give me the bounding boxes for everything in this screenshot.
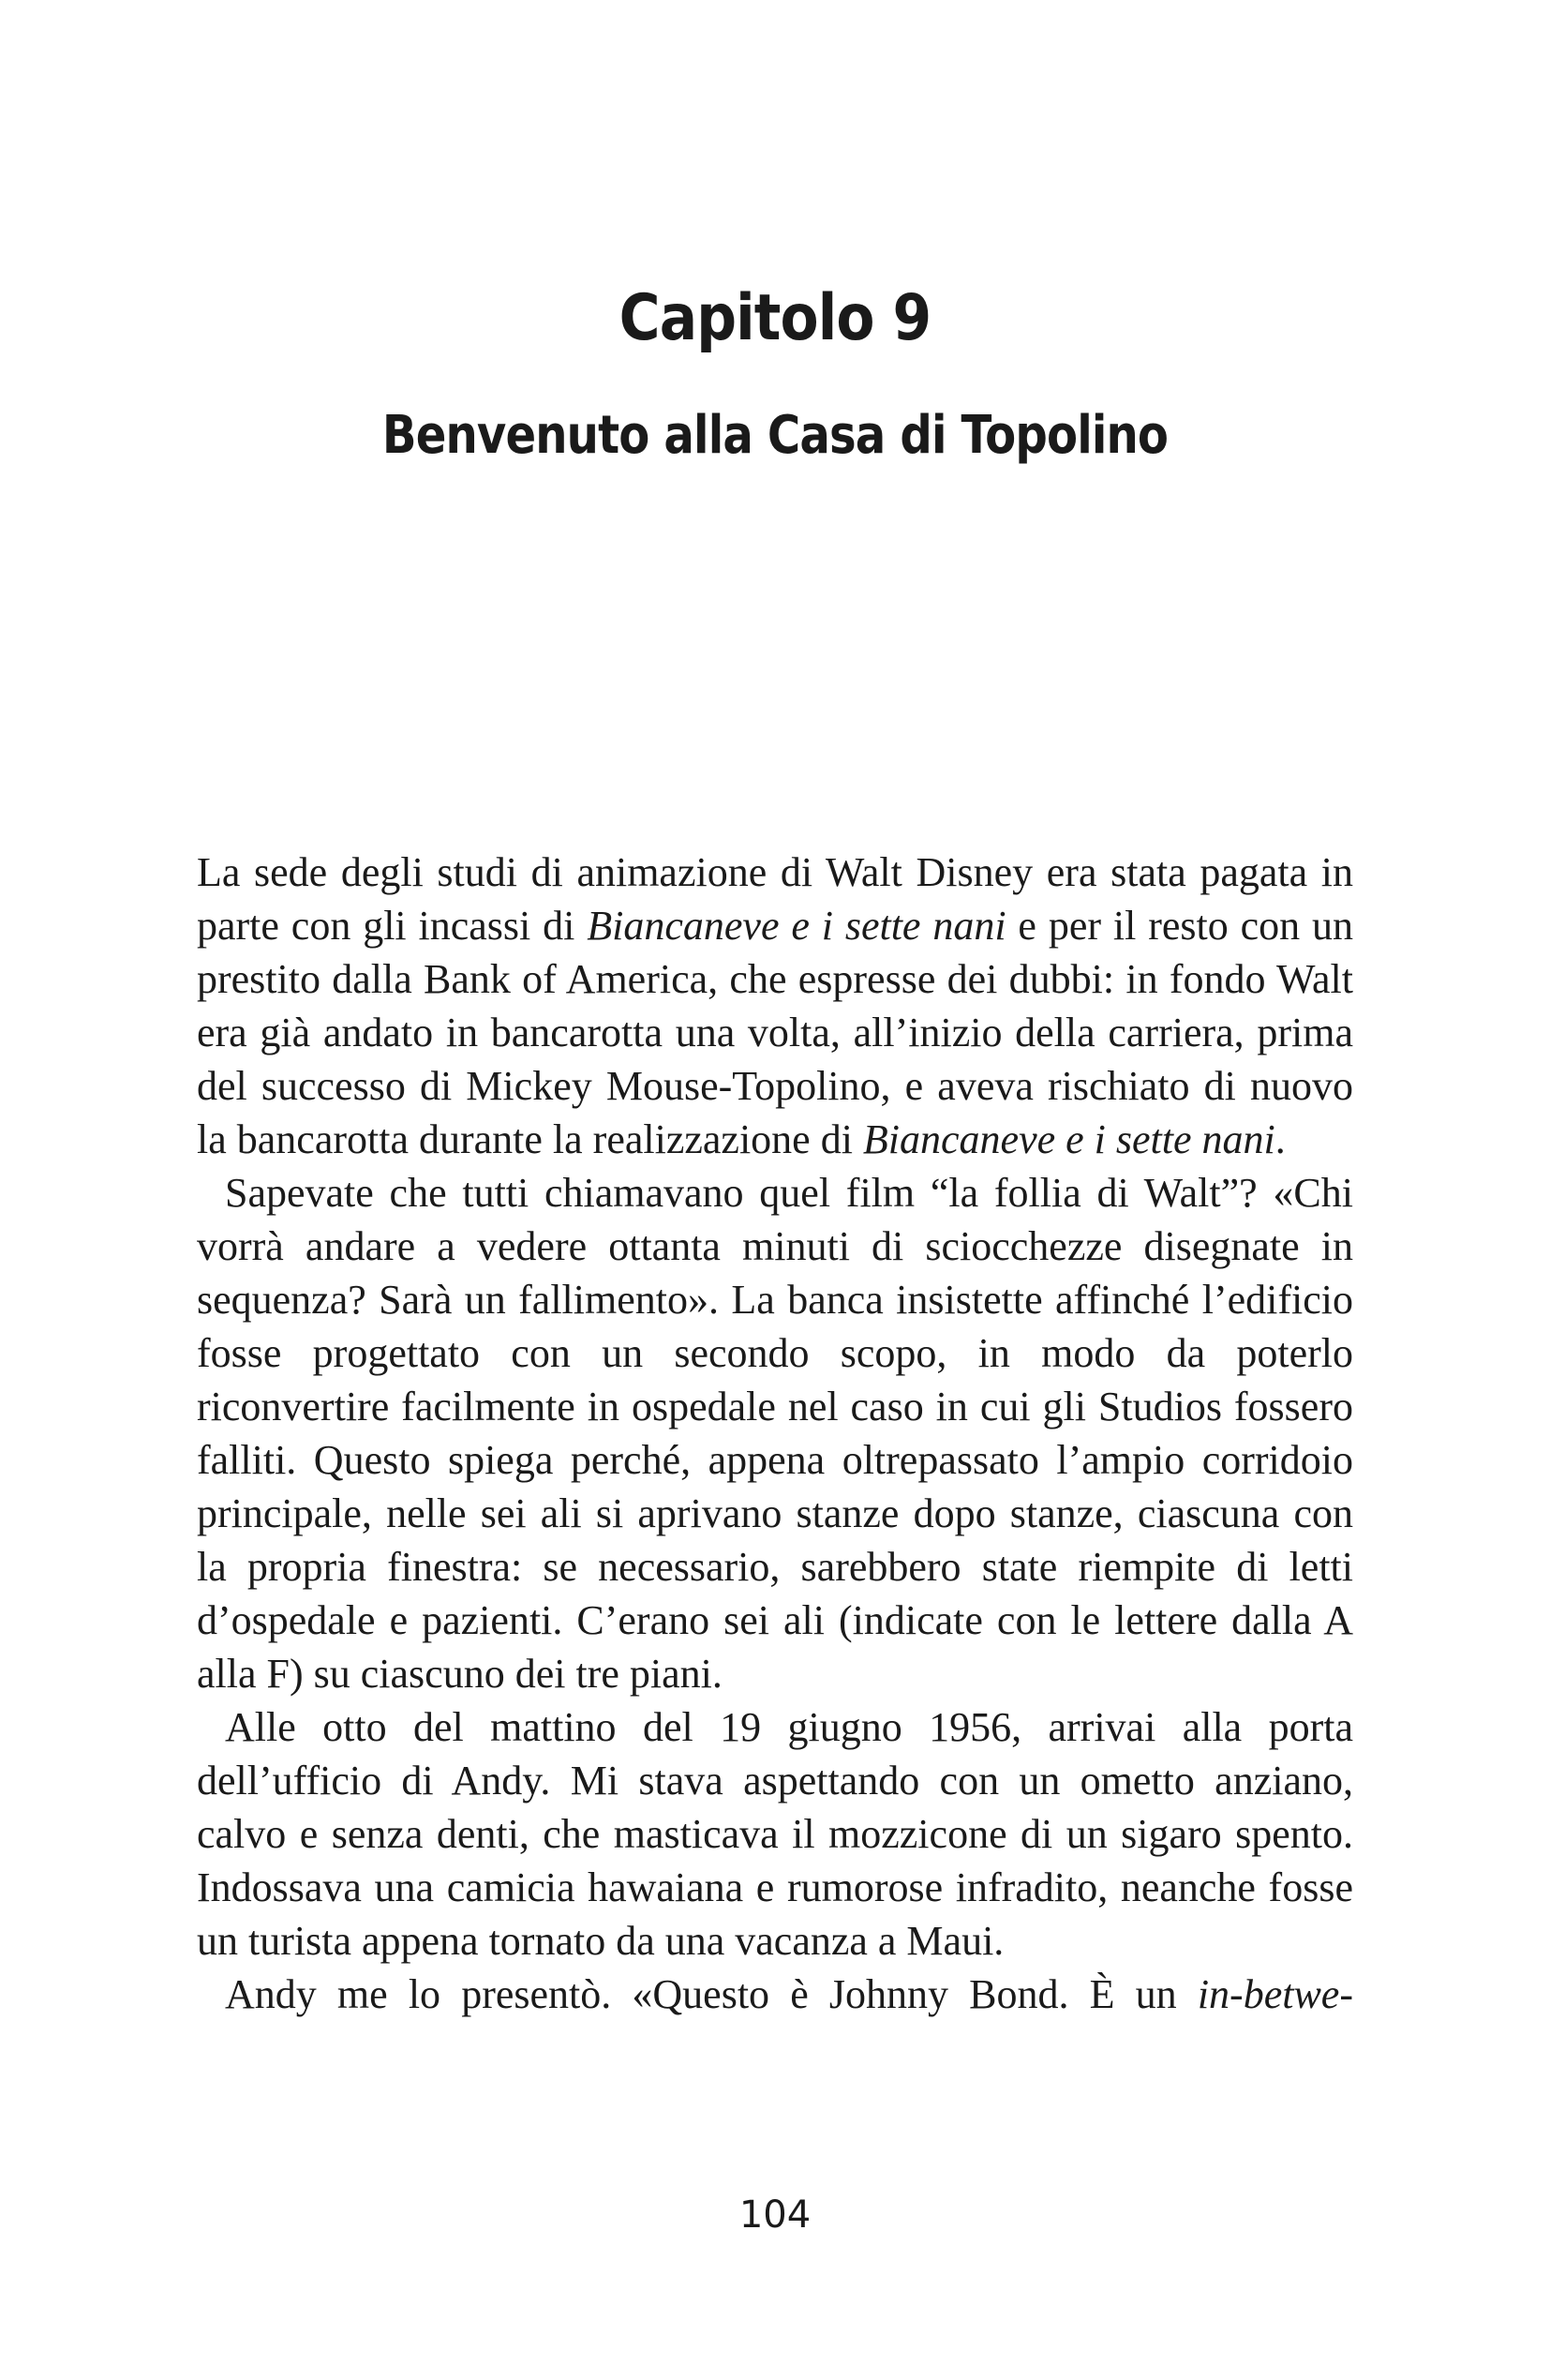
text-run: La sede degli studi di animazione di Walt Disney era stata pagata in parte con gli incassi di xyxy=(197,849,1353,949)
paragraph xyxy=(197,1968,1353,2021)
text-run: e per il resto con un prestito dalla Bank of America, che espresse dei dubbi: in fondo Walt era già andato in bancarotta una volta, all’inizio della carriera, prima del successo di Mickey Mouse-Topolino, e aveva rischiato di nuovo la bancarotta durante la realizzazione di xyxy=(197,903,1354,1162)
body-text xyxy=(197,846,1353,2021)
text-run: . xyxy=(1274,1116,1286,1162)
paragraph xyxy=(197,1700,1353,1968)
text-run: Sapevate che tutti chiamavano quel film “la follia di Walt”? «Chi vorrà andare a vedere ottanta minuti di sciocchezze disegnate in sequenza? Sarà un fallimento». La banca insistette affinché l’edificio fosse progettato con un secondo scopo, in modo da poterlo riconvertire facilmente in ospedale nel caso in cui gli Studios fossero falliti. Questo spiega perché, appena oltrepassato l’ampio corridoio principale, nelle sei ali si aprivano stanze dopo stanze, ciascuna con la propria finestra: se necessario, sarebbero state riempite di letti d’ospedale e pazienti. C’erano sei ali (indicate con le lettere dalla A alla F) su ciascuno dei tre piani. xyxy=(197,1170,1353,1697)
book-title-italic: Biancaneve e i sette nani xyxy=(862,1116,1275,1162)
italic-term: in-betwe- xyxy=(1197,1971,1353,2017)
text-run: Andy me lo presentò. «Questo è Johnny Bond. È un xyxy=(225,1971,1198,2017)
paragraph xyxy=(197,846,1353,1166)
book-title-italic: Biancaneve e i sette nani xyxy=(587,903,1006,949)
chapter-title: Benvenuto alla Casa di Topolino xyxy=(381,405,1169,466)
page-number: 104 xyxy=(738,2193,812,2237)
chapter-number: Capitolo 9 xyxy=(619,281,931,355)
text-run: Alle otto del mattino del 19 giugno 1956, arrivai alla porta dell’ufficio di Andy. Mi stava aspettando con un ometto anziano, calvo e senza denti, che masticava il mozzicone di un sigaro spento. Indossava una camicia hawaiana e rumorose infradito, neanche fosse un turista appena tornato da una vacanza a Maui. xyxy=(197,1704,1353,1964)
paragraph xyxy=(197,1166,1353,1700)
